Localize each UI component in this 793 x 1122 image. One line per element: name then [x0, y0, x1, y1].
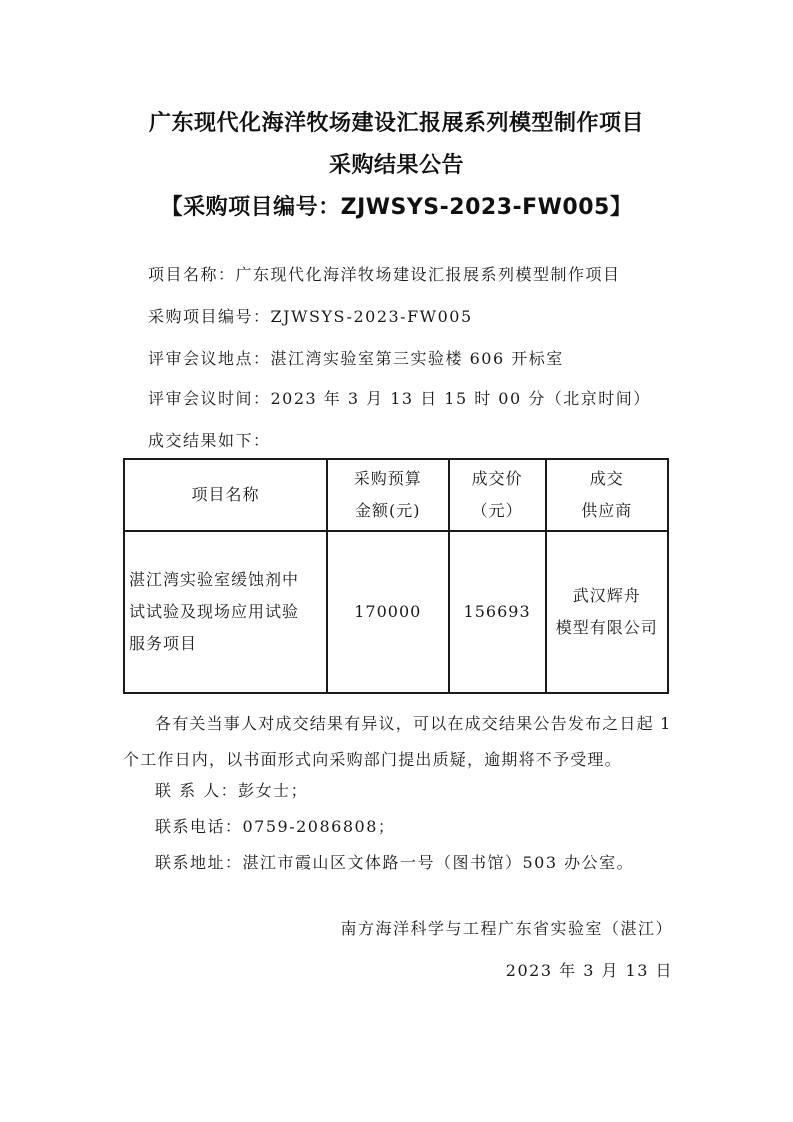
contact-phone: 联系电话：0759-2086808； [155, 817, 396, 836]
signature-organization: 南方海洋科学与工程广东省实验室（湛江） [340, 919, 673, 938]
cell-project-name: 湛江湾实验室缓蚀剂中 试试验及现场应用试验 服务项目 [124, 531, 327, 693]
cell-price: 156693 [449, 531, 546, 693]
table-header-row [124, 459, 668, 531]
project-name-line: 项目名称：广东现代化海洋牧场建设汇报展系列模型制作项目 [148, 265, 621, 284]
contact-person: 联 系 人：彭女士； [155, 781, 309, 800]
document-subtitle: 采购结果公告 [328, 153, 464, 178]
objection-notice: 各有关当事人对成交结果有异议，可以在成交结果公告发布之日起 1 个工作日内，以书面形式向采购部门提出质疑，逾期将不予受理。 [123, 714, 672, 769]
meeting-place-line: 评审会议地点：湛江湾实验室第三实验楼 606 开标室 [148, 349, 564, 368]
project-number-line: 采购项目编号：ZJWSYS-2023-FW005 [148, 307, 473, 326]
document-title: 广东现代化海洋牧场建设汇报展系列模型制作项目 [148, 111, 644, 136]
signature-date: 2023 年 3 月 13 日 [505, 961, 673, 980]
header-price: 成交价 （元） [449, 459, 546, 531]
result-table [123, 458, 669, 694]
cell-supplier: 武汉辉舟 模型有限公司 [546, 531, 668, 693]
cell-budget: 170000 [327, 531, 449, 693]
table-row [124, 531, 668, 693]
result-intro-line: 成交结果如下： [148, 431, 271, 450]
header-budget: 采购预算 金额(元) [327, 459, 449, 531]
header-project-name: 项目名称 [124, 459, 327, 531]
procurement-number-heading: 【采购项目编号：ZJWSYS-2023-FW005】 [160, 195, 633, 220]
meeting-time-line: 评审会议时间：2023 年 3 月 13 日 15 时 00 分（北京时间） [148, 389, 651, 408]
contact-address: 联系地址：湛江市霞山区文体路一号（图书馆）503 办公室。 [155, 853, 635, 872]
header-supplier: 成交 供应商 [546, 459, 668, 531]
